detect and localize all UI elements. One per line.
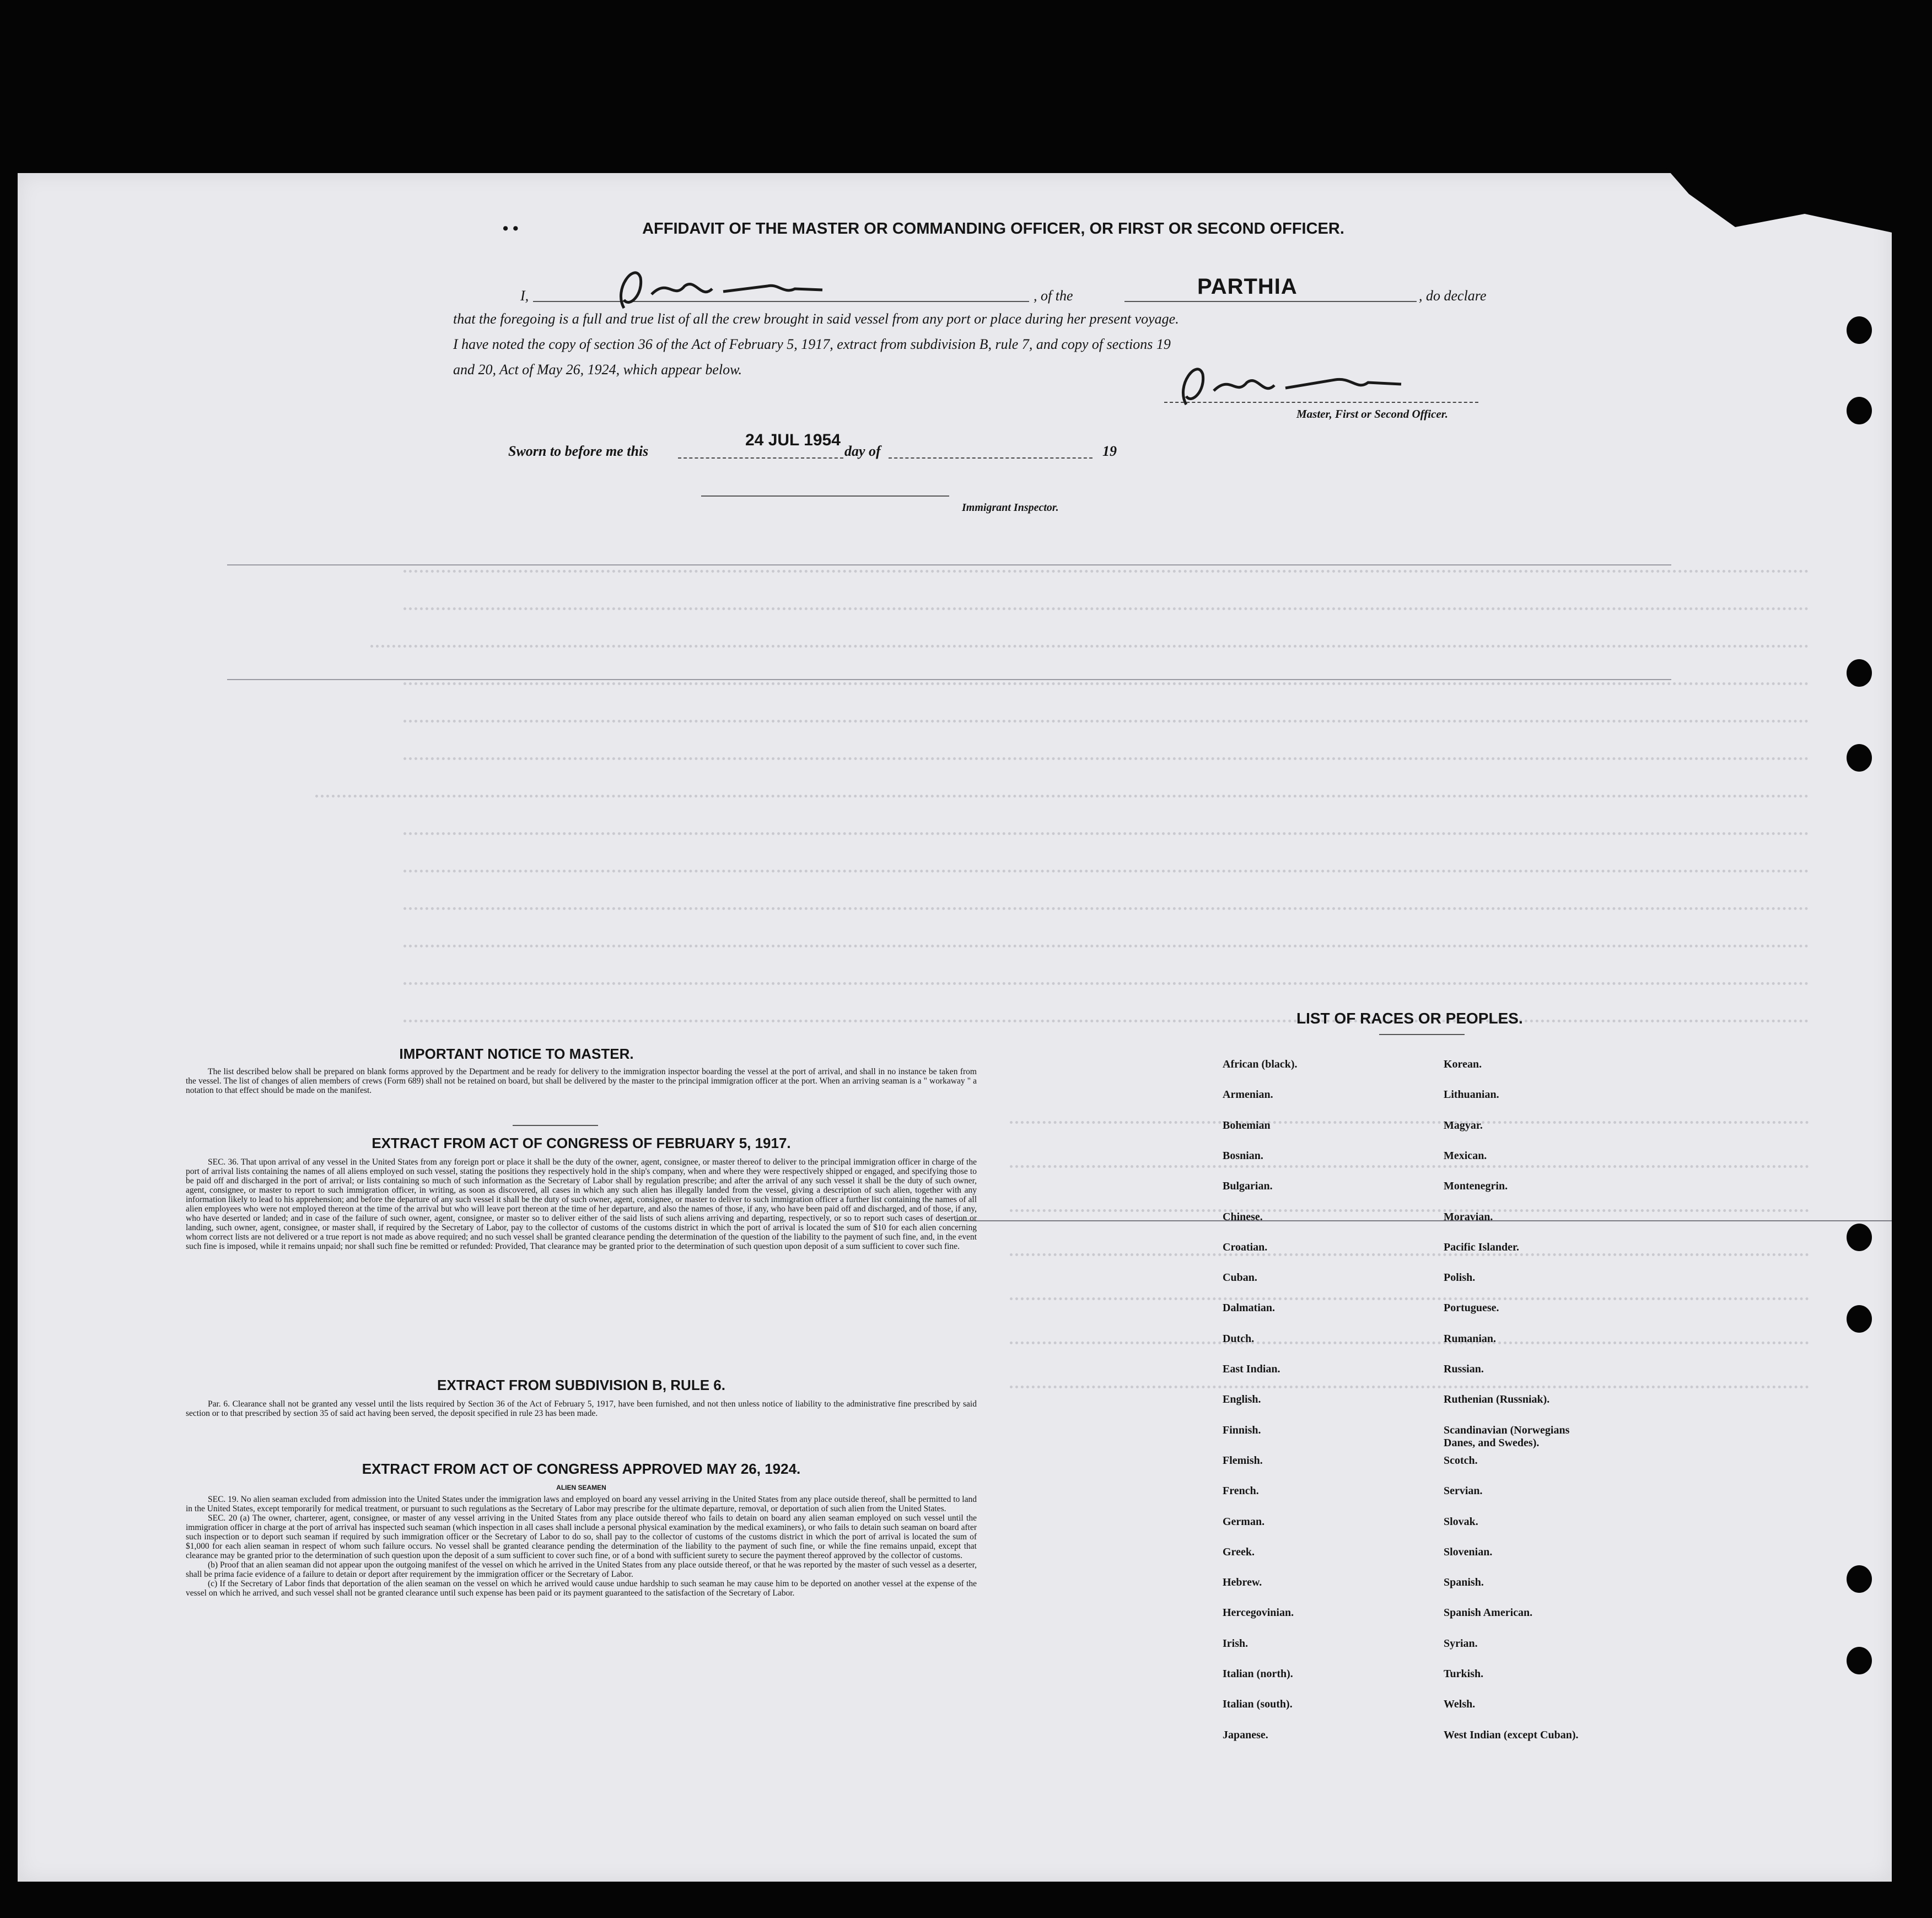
punch-hole — [1847, 744, 1872, 772]
notice-body — [186, 1067, 977, 1095]
notice-title: IMPORTANT NOTICE TO MASTER. — [399, 1046, 634, 1062]
affidavit-line-2: that the foregoing is a full and true list of all the crew brought in said vessel from any port or place during her present voyage. — [453, 311, 1179, 327]
extract-1924-sec20c: (c) If the Secretary of Labor finds that deportation of the alien seaman on the vessel on which he arrived would cause undue hardship to such seaman he may cause him to be deported on another vessel at the expense of the vessel on which he arrived, and such vessel shall not be granted clearance until such expense has been paid or its payment guaranteed to the satisfaction of the Secretary of Labor. — [186, 1579, 977, 1598]
extract-rule6-text: Par. 6. Clearance shall not be granted any vessel until the lists required by Section 36 of the Act of February 5, 1917, have been furnished, and not then unless notice of liability to the administrative fine prescribed by said section or to that prescribed by section 35 of said act having been served, the deposit specified in rule 23 has been made. — [186, 1399, 977, 1418]
sworn-date-blank — [678, 457, 843, 459]
bleed-through-row — [403, 982, 1809, 985]
race-item: Armenian. — [1223, 1089, 1273, 1101]
affidavit-line-4: and 20, Act of May 26, 1924, which appear below. — [453, 362, 742, 378]
race-item: Montenegrin. — [1444, 1180, 1508, 1193]
race-item: Bosnian. — [1223, 1149, 1263, 1162]
extract-1924-body — [186, 1495, 977, 1598]
sworn-prefix: Sworn to before me this — [508, 443, 649, 459]
race-item: Italian (north). — [1223, 1668, 1293, 1680]
race-item: Polish. — [1444, 1272, 1476, 1284]
signature-line — [1164, 402, 1478, 403]
extract-1924-sec20b: (b) Proof that an alien seaman did not appear upon the outgoing manifest of the vessel on which he arrived in the United States from any place outside thereof, or that he was reported by the master of such vessel as a deserter, shall be prima facie evidence of a failure to detain or deport after requirement by the immigration officer or the Secretary of Labor. — [186, 1560, 977, 1579]
strike-through-line — [227, 564, 1671, 565]
race-item: Ruthenian (Russniak). — [1444, 1393, 1550, 1406]
sworn-date-stamp: 24 JUL 1954 — [745, 431, 841, 449]
race-item: German. — [1223, 1515, 1265, 1528]
notice-text: The list described below shall be prepared on blank forms approved by the Department and be ready for delivery to the immigration inspector boarding the vessel at the port of arrival, and shall in no instance be taken from the vessel. The list of changes of alien members of crews (Form 689) shall not be retained on board, but shall be delivered by the master to the principal immigration officer at the port. When an arriving seaman is a " workaway " a notation to that effect should be made on the manifest. — [186, 1067, 977, 1095]
punch-hole — [1847, 659, 1872, 687]
bleed-through-row — [403, 870, 1809, 872]
affidavit-i: I, — [520, 288, 529, 304]
bleed-through-row — [403, 832, 1809, 835]
extract-1917-text: SEC. 36. That upon arrival of any vessel in the United States from any foreign port or place it shall be the duty of the owner, agent, consignee, or master thereof to deliver to the principal immigration officer in charge of the port of arrival lists containing the names of all aliens employed on such vessel, stating the positions they respectively hold in the ship's company, when and where they were respectively shipped or engaged, and specifying those to be paid off and discharged in the port of arrival; or lists containing so much of such information as the Secretary of Labor shall by regulation prescribe; and after the arrival of any such vessel it shall be the duty of such owner, agent, consignee, or master to report to such immigration officer, in writing, as soon as discovered, all cases in which any such alien has illegally landed from the vessel, giving a description of such alien, together with any information likely to lead to his apprehension; and before the departure of any such vessel it shall be the duty of such owner, agent, consignee, or master to deliver to such immigration officer a further list containing the names of all alien employees who were not employed thereon at the time of the arrival but who will leave port thereon at the time of her departure, and also the names of those, if any, who have been paid off and discharged, and of those, if any, who have deserted or landed; and in case of the failure of such owner, agent, consignee, or master so to deliver either of the said lists of such aliens arriving and departing, respectively, or so to report such cases of desertion or landing, such owner, agent, consignee, or master shall, if required by the Secretary of Labor, pay to the collector of customs of the customs district in which the port of arrival is located the sum of $10 for each alien concerning whom correct lists are not delivered or a true report is not made as above required; and no such vessel shall be granted clearance pending the determination of the question of the liability to the payment of such fine, and, in the event such fine is imposed, while it remains unpaid; nor shall such fine be remitted or refunded: Provided, That clearance may be granted prior to the determination of such question upon deposit of a sum sufficient to cover such fine. — [186, 1157, 977, 1251]
document-sheet — [18, 173, 1892, 1882]
extract-1924-title: EXTRACT FROM ACT OF CONGRESS APPROVED MAY 26, 1924. — [362, 1461, 801, 1477]
race-item: Dalmatian. — [1223, 1302, 1275, 1314]
race-item: Turkish. — [1444, 1668, 1484, 1680]
races-title: LIST OF RACES OR PEOPLES. — [1296, 1010, 1523, 1027]
race-item: African (black). — [1223, 1058, 1298, 1070]
extract-1924-sec20a: SEC. 20 (a) The owner, charterer, agent, consignee, or master of any vessel arriving in the United States from any place outside thereof who fails to detain on board any alien seaman employed on such vessel until the immigration officer in charge at the port of arrival has inspected such seaman (which inspection in all cases shall include a personal physical examination by the medical examiners), or who fails to detain such seaman on board after such inspection or to deport such seaman if required by such immigration officer or the Secretary of Labor to do so, shall pay to the collector of customs of the customs district in which the port of arrival is located the sum of $1,000 for each alien seaman in respect of whom such failure occurs. No vessel shall be granted clearance pending the determination of the liability to the payment of such fine, or while the fine remains unpaid, except that clearance may be granted prior to the determination of such question upon the deposit of a sum sufficient to cover such fine, or of a bond with sufficient surety to secure the payment thereof approved by the collector of customs. — [186, 1513, 977, 1560]
title-dots: • • — [503, 220, 519, 238]
race-item: Magyar. — [1444, 1119, 1483, 1132]
bleed-through-row — [403, 945, 1809, 947]
race-item: Welsh. — [1444, 1698, 1476, 1711]
race-item: Korean. — [1444, 1058, 1482, 1070]
bleed-through-row — [403, 720, 1809, 723]
race-item: Bulgarian. — [1223, 1180, 1273, 1193]
signature-caption: Master, First or Second Officer. — [1296, 407, 1448, 421]
extract-rule6-title: EXTRACT FROM SUBDIVISION B, RULE 6. — [437, 1377, 725, 1393]
race-item: Lithuanian. — [1444, 1089, 1499, 1101]
race-item: Slovak. — [1444, 1515, 1478, 1528]
race-item: Moravian. — [1444, 1210, 1493, 1223]
race-item: East Indian. — [1223, 1363, 1280, 1375]
punch-hole — [1847, 316, 1872, 344]
affidavit-line-3: I have noted the copy of section 36 of the Act of February 5, 1917, extract from subdivision B, rule 7, and copy of sections 19 — [453, 336, 1171, 352]
race-item: Italian (south). — [1223, 1698, 1293, 1711]
race-item: French. — [1223, 1485, 1259, 1497]
race-item: Dutch. — [1223, 1332, 1255, 1345]
extract-rule6-body — [186, 1399, 977, 1418]
inspector-caption: Immigrant Inspector. — [962, 502, 1059, 514]
inspector-signature-line — [701, 495, 949, 497]
race-item: Cuban. — [1223, 1272, 1257, 1284]
race-item: Japanese. — [1223, 1728, 1268, 1741]
race-item: Spanish American. — [1444, 1607, 1533, 1619]
extract-1924-subtitle: ALIEN SEAMEN — [556, 1484, 606, 1491]
punch-hole — [1847, 1647, 1872, 1674]
race-item: Slovenian. — [1444, 1545, 1493, 1558]
vessel-name: PARTHIA — [1197, 274, 1298, 299]
bleed-through-row — [370, 645, 1809, 648]
affidavit-declare: , do declare — [1419, 288, 1487, 304]
punch-hole — [1847, 397, 1872, 424]
race-item: Greek. — [1223, 1545, 1255, 1558]
bleed-through-row — [403, 607, 1809, 610]
race-item: Syrian. — [1444, 1637, 1478, 1650]
race-item: Finnish. — [1223, 1424, 1261, 1436]
vessel-blank — [1124, 301, 1417, 302]
extract-1917-body — [186, 1157, 977, 1251]
torn-corner — [1666, 168, 1897, 234]
affidavit-of-the: , of the — [1034, 288, 1073, 304]
sworn-day-of: day of — [844, 443, 881, 459]
race-item: Croatian. — [1223, 1241, 1268, 1253]
race-item: Portuguese. — [1444, 1302, 1499, 1314]
race-item: Chinese. — [1223, 1210, 1263, 1223]
bleed-through-row — [403, 570, 1809, 573]
races-left-column — [1223, 1058, 1432, 1918]
strike-through-line — [227, 679, 1671, 680]
bleed-through-row — [403, 907, 1809, 910]
race-item: English. — [1223, 1393, 1261, 1406]
bleed-through-row — [403, 757, 1809, 760]
bleed-through-row — [403, 1020, 1809, 1022]
punch-hole — [1847, 1305, 1872, 1333]
race-item: Mexican. — [1444, 1149, 1487, 1162]
race-item: Rumanian. — [1444, 1332, 1497, 1345]
race-item: Flemish. — [1223, 1454, 1263, 1467]
race-item: Irish. — [1223, 1637, 1248, 1650]
race-item: Pacific Islander. — [1444, 1241, 1520, 1253]
race-item: Spanish. — [1444, 1576, 1484, 1589]
race-item: Hebrew. — [1223, 1576, 1262, 1589]
bleed-through-row — [315, 795, 1809, 798]
sworn-year: 19 — [1102, 443, 1117, 459]
sworn-month-blank — [889, 457, 1093, 459]
races-right-column — [1444, 1058, 1752, 1918]
punch-hole — [1847, 1565, 1872, 1593]
extract-1917-title: EXTRACT FROM ACT OF CONGRESS OF FEBRUARY 5, 1917. — [372, 1135, 791, 1151]
race-item: Russian. — [1444, 1363, 1484, 1375]
affidavit-title: AFFIDAVIT OF THE MASTER OR COMMANDING OFFICER, OR FIRST OR SECOND OFFICER. — [642, 220, 1344, 238]
race-item: Servian. — [1444, 1485, 1483, 1497]
divider — [513, 1125, 598, 1126]
master-signature — [602, 256, 850, 316]
race-item: West Indian (except Cuban). — [1444, 1728, 1579, 1741]
punch-hole — [1847, 1224, 1872, 1251]
race-item: Hercegovinian. — [1223, 1607, 1294, 1619]
race-item: Bohemian — [1223, 1119, 1271, 1132]
races-title-rule — [1379, 1034, 1465, 1035]
master-signature-2 — [1170, 352, 1445, 413]
extract-1924-sec19: SEC. 19. No alien seaman excluded from admission into the United States under the immigration laws and employed on board any vessel arriving in the United States from any place outside thereof, shall be permitted to land in the United States, except temporarily for medical treatment, or pursuant to such regulations as the Secretary of Labor may prescribe for the ultimate departure, removal, or deportation of such alien from the United States. — [186, 1495, 977, 1513]
race-item: Scandinavian (Norwegians Danes, and Swedes). — [1444, 1424, 1570, 1449]
race-item: Scotch. — [1444, 1454, 1478, 1467]
bleed-through-row — [403, 682, 1809, 685]
